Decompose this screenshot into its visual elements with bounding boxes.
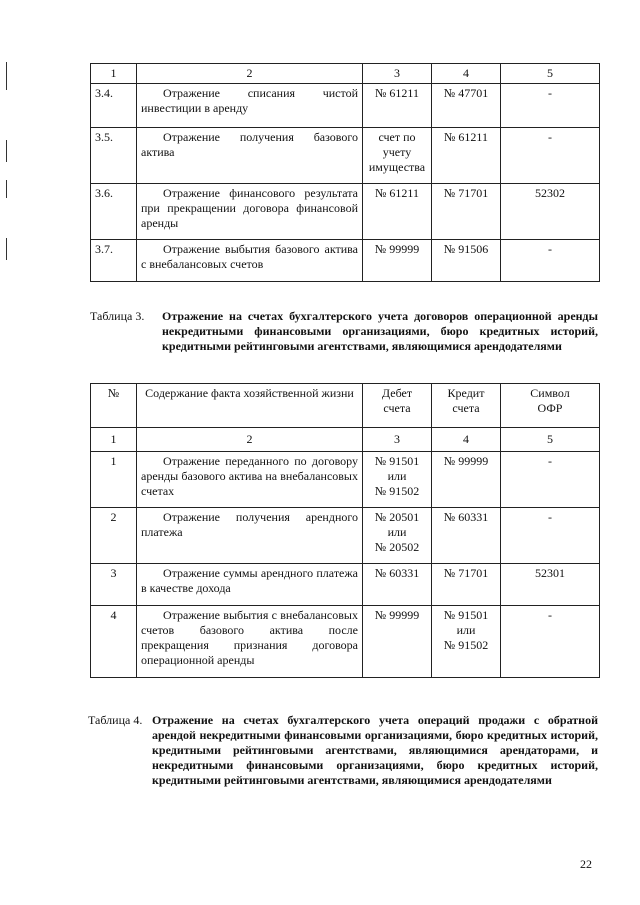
row-content: Отражение выбытия базового актива с внебалансовых счетов: [137, 240, 363, 282]
col-number: 4: [432, 428, 501, 452]
col-number: 4: [432, 64, 501, 84]
scan-mark: [6, 62, 7, 90]
debit-or: или: [387, 469, 407, 483]
row-content: Отражение суммы арендного платежа в качестве дохода: [137, 564, 363, 606]
table-row: [91, 84, 600, 128]
col-number: 1: [91, 428, 137, 452]
credit-or: или: [456, 623, 476, 637]
table4-caption: [88, 713, 600, 805]
col-number: 2: [137, 428, 363, 452]
debit-account: № 20502: [374, 540, 420, 554]
col-number: 5: [501, 428, 600, 452]
row-number: 3.6.: [91, 184, 137, 240]
row-debit: № 61211: [363, 84, 432, 128]
table-column-numbers: [91, 428, 600, 452]
row-content: Отражение получения арендного платежа: [137, 508, 363, 564]
table-header-row: [91, 384, 600, 428]
col-number: 2: [137, 64, 363, 84]
table4-caption-title: Отражение на счетах бухгалтерского учета операций продажи с обратной арендой некредитными финансовыми организациями, бюро кредитных историй, кредитными рейтинговыми агентствами, являющимися арендаторами, и некредитными финансовыми организациями, бюро кредитных историй, кредитными рейтинговыми агентствами, являющимися арендодателями: [152, 713, 598, 787]
row-credit: № 71701: [432, 184, 501, 240]
row-credit: № 71701: [432, 564, 501, 606]
row-debit: [363, 508, 432, 564]
column-header: №: [91, 384, 137, 428]
col-number: 3: [363, 64, 432, 84]
row-credit: № 60331: [432, 508, 501, 564]
table3-caption: [90, 309, 600, 371]
table-row: [91, 452, 600, 508]
row-number: 2: [91, 508, 137, 564]
row-number: 3.5.: [91, 128, 137, 184]
row-debit: счет по учету имущества: [363, 128, 432, 184]
row-ofr: -: [501, 508, 600, 564]
col-number: 5: [501, 64, 600, 84]
row-credit: № 47701: [432, 84, 501, 128]
row-ofr: 52302: [501, 184, 600, 240]
table-row: [91, 128, 600, 184]
row-debit: [363, 452, 432, 508]
row-content: Отражение выбытия с внебалансовых счетов базового актива после прекращения признания договора операционной аренды: [137, 606, 363, 678]
row-ofr: 52301: [501, 564, 600, 606]
table3: [90, 383, 600, 678]
debit-account: № 91501: [374, 454, 420, 468]
debit-or: или: [387, 525, 407, 539]
row-debit: № 99999: [363, 240, 432, 282]
table-continued: [90, 63, 600, 282]
row-credit: № 99999: [432, 452, 501, 508]
column-header: Дебет счета: [363, 384, 432, 428]
table-row: [91, 564, 600, 606]
table3-caption-label: Таблица 3.: [90, 309, 145, 323]
scan-mark: [6, 238, 7, 260]
credit-account: № 91502: [443, 638, 489, 652]
column-header: Содержание факта хозяйственной жизни: [137, 384, 363, 428]
table-column-numbers: [91, 64, 600, 84]
table-row: [91, 606, 600, 678]
row-number: 3: [91, 564, 137, 606]
row-content: Отражение переданного по договору аренды базового актива на внебалансовых счетах: [137, 452, 363, 508]
row-ofr: -: [501, 606, 600, 678]
debit-account: № 20501: [374, 510, 420, 524]
row-ofr: -: [501, 84, 600, 128]
col-number: 3: [363, 428, 432, 452]
row-credit: № 91506: [432, 240, 501, 282]
scan-mark: [6, 140, 7, 162]
row-credit: [432, 606, 501, 678]
row-content: Отражение финансового результата при прекращении договора финансовой аренды: [137, 184, 363, 240]
row-number: 4: [91, 606, 137, 678]
column-header: Кредит счета: [432, 384, 501, 428]
column-header: Символ ОФР: [501, 384, 600, 428]
row-ofr: -: [501, 128, 600, 184]
table3-caption-title: Отражение на счетах бухгалтерского учета договоров операционной аренды некредитными финансовыми организациями, бюро кредитных историй, кредитными рейтинговыми агентствами, являющимися арендодателями: [162, 309, 598, 353]
col-number: 1: [91, 64, 137, 84]
row-ofr: -: [501, 240, 600, 282]
row-debit: № 99999: [363, 606, 432, 678]
row-debit: № 60331: [363, 564, 432, 606]
row-number: 3.4.: [91, 84, 137, 128]
table-row: [91, 240, 600, 282]
page-number: 22: [580, 857, 592, 871]
table4-caption-label: Таблица 4.: [88, 713, 143, 727]
row-debit: № 61211: [363, 184, 432, 240]
row-credit: № 61211: [432, 128, 501, 184]
table-row: [91, 184, 600, 240]
row-content: Отражение списания чистой инвестиции в аренду: [137, 84, 363, 128]
row-ofr: -: [501, 452, 600, 508]
row-number: 1: [91, 452, 137, 508]
credit-account: № 91501: [443, 608, 489, 622]
row-content: Отражение получения базового актива: [137, 128, 363, 184]
debit-account: № 91502: [374, 484, 420, 498]
scan-mark: [6, 180, 7, 198]
table-row: [91, 508, 600, 564]
row-number: 3.7.: [91, 240, 137, 282]
